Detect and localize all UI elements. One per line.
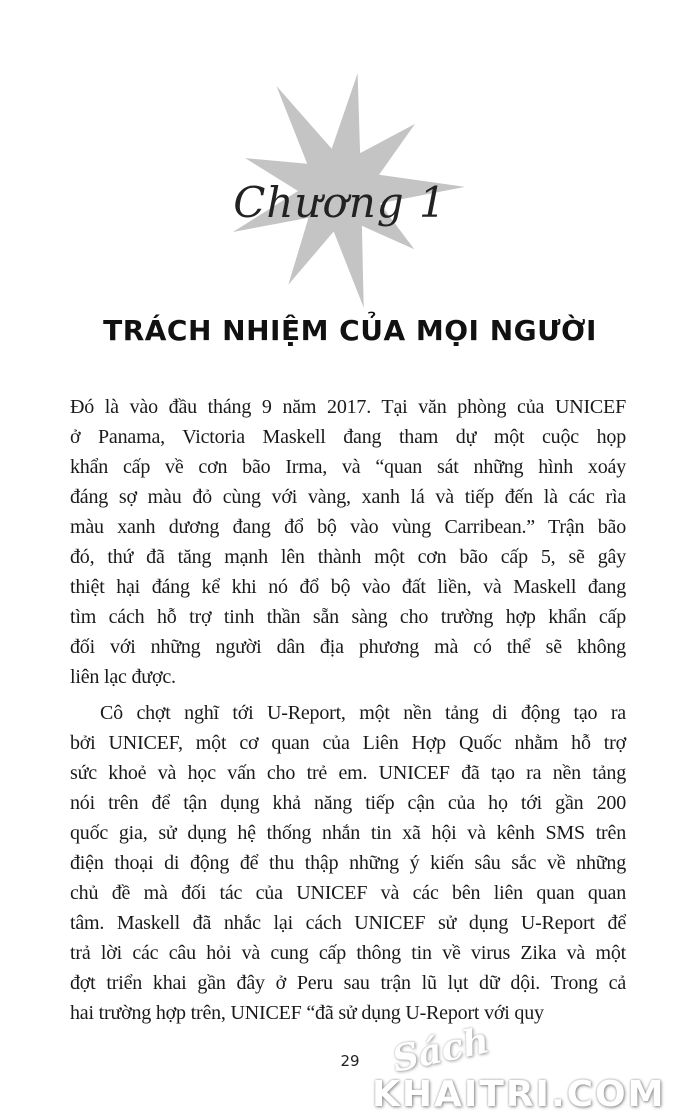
watermark-script: Sách (388, 1019, 493, 1081)
text-line: liên lạc được. (70, 666, 176, 688)
text-line: đối với những người dân địa phương mà có thể sẽ không (70, 636, 626, 658)
text-line: bởi UNICEF, một cơ quan của Liên Hợp Quốc nhằm hỗ trợ (70, 732, 626, 754)
paragraph-2 (70, 698, 626, 1028)
page-number: 29 (340, 1052, 360, 1070)
text-line: tâm. Maskell đã nhắc lại cách UNICEF sử dụng U-Report để (70, 912, 626, 934)
text-line: hai trường hợp trên, UNICEF “đã sử dụng U-Report với quy (70, 1002, 544, 1024)
text-line: đó, thứ đã tăng mạnh lên thành một cơn bão cấp 5, sẽ gây (70, 546, 626, 568)
text-line: tìm cách hỗ trợ tinh thần sẵn sàng cho trường hợp khẩn cấp (70, 606, 626, 628)
text-line: màu xanh dương đang đổ bộ vào vùng Carribean.” Trận bão (70, 516, 626, 538)
watermark-logo: KHAITRI.COM (372, 1074, 666, 1115)
body-text (70, 392, 626, 1034)
star-ornament-icon (0, 0, 700, 320)
chapter-label: Chương 1 (233, 178, 447, 227)
paragraph-1 (70, 392, 626, 692)
text-line: điện thoại di động để thu thập những ý kiến sâu sắc về những (70, 852, 626, 874)
text-line: Đó là vào đầu tháng 9 năm 2017. Tại văn phòng của UNICEF (70, 396, 626, 418)
text-line: sức khoẻ và học vấn cho trẻ em. UNICEF đã tạo ra nền tảng (70, 762, 626, 784)
text-line: thiệt hại đáng kể khi nó đổ bộ vào đất liền, và Maskell đang (70, 576, 626, 598)
text-line: Cô chợt nghĩ tới U-Report, một nền tảng di động tạo ra (100, 702, 626, 724)
text-line: nói trên để tận dụng khả năng tiếp cận của họ tới gần 200 (70, 792, 626, 814)
text-line: đáng sợ màu đỏ cùng với vàng, xanh lá và tiếp đến là các rìa (70, 486, 626, 508)
text-line: chủ đề mà đối tác của UNICEF và các bên liên quan quan (70, 882, 626, 904)
text-line: khẩn cấp về cơn bão Irma, và “quan sát những hình xoáy (70, 456, 626, 478)
chapter-title: TRÁCH NHIỆM CỦA MỌI NGƯỜI (103, 314, 597, 347)
text-line: quốc gia, sử dụng hệ thống nhắn tin xã hội và kênh SMS trên (70, 822, 626, 844)
text-line: đợt triển khai gần đây ở Peru sau trận lũ lụt dữ dội. Trong cả (70, 972, 626, 994)
text-line: ở Panama, Victoria Maskell đang tham dự một cuộc họp (70, 426, 626, 448)
text-line: trả lời các câu hỏi và cung cấp thông tin về virus Zika và một (70, 942, 626, 964)
